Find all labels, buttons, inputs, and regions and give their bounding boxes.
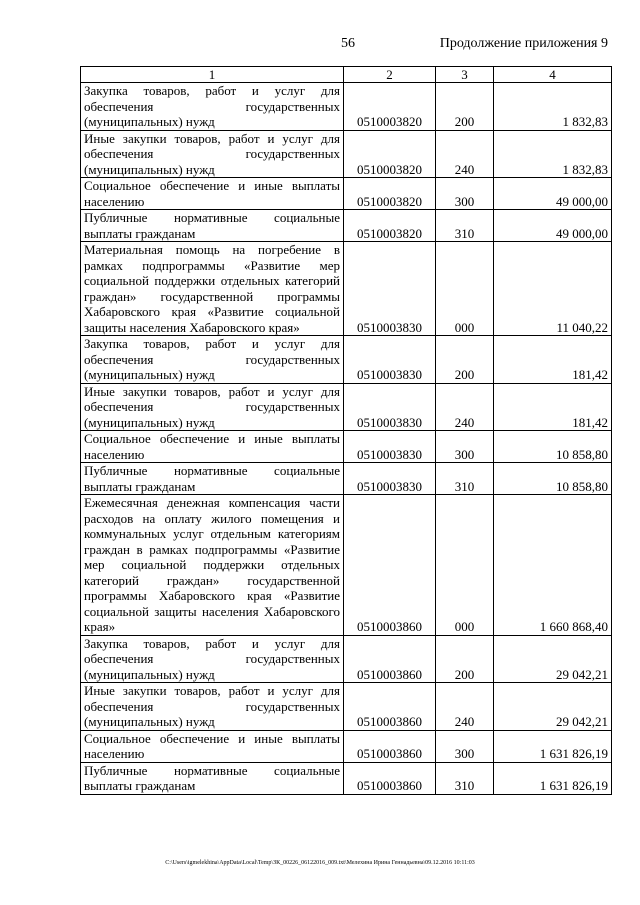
table-row: [81, 336, 612, 384]
row-name-cell: Социальное обеспечение и иные выплаты населению: [81, 730, 344, 762]
row-name-cell: Публичные нормативные социальные выплаты гражданам: [81, 463, 344, 495]
row-code-cell: 0510003830: [344, 336, 436, 384]
row-type-cell: 310: [436, 210, 494, 242]
row-code-cell: 0510003820: [344, 83, 436, 131]
table-row: [81, 431, 612, 463]
row-amount-cell: 1 832,83: [494, 130, 612, 178]
row-type-cell: 300: [436, 431, 494, 463]
row-name-cell: Ежемесячная денежная компенсация части расходов на оплату жилого помещения и коммунальных услуг отдельным категориям граждан в рамках подпрограммы «Развитие мер социальной поддержки отдельных категорий граждан» государственной программы Хабаровского края «Развитие социальной защиты населения Хабаровского края»: [81, 495, 344, 636]
row-type-cell: 310: [436, 463, 494, 495]
column-header-code: 2: [344, 67, 436, 83]
row-code-cell: 0510003830: [344, 383, 436, 431]
table-row: [81, 683, 612, 731]
row-amount-cell: 49 000,00: [494, 210, 612, 242]
row-type-cell: 240: [436, 683, 494, 731]
table-row: [81, 495, 612, 636]
file-path-footer: C:\Users\igmelekhina\AppData\Local\Temp\ЗК_00226_06122016_009.txt\Мелехина Ирина Геннадьевна\09.12.2016 10:11:03: [165, 860, 475, 866]
row-amount-cell: 10 858,80: [494, 463, 612, 495]
row-amount-cell: 49 000,00: [494, 178, 612, 210]
column-header-type: 3: [436, 67, 494, 83]
row-type-cell: 300: [436, 730, 494, 762]
row-code-cell: 0510003860: [344, 730, 436, 762]
table-row: [81, 242, 612, 336]
row-amount-cell: 11 040,22: [494, 242, 612, 336]
row-name-cell: Закупка товаров, работ и услуг для обеспечения государственных (муниципальных) нужд: [81, 336, 344, 384]
row-type-cell: 200: [436, 336, 494, 384]
row-code-cell: 0510003830: [344, 463, 436, 495]
appendix-continuation-label: Продолжение приложения 9: [439, 36, 608, 51]
row-amount-cell: 1 631 826,19: [494, 730, 612, 762]
row-type-cell: 000: [436, 495, 494, 636]
table-body: [81, 83, 612, 795]
row-name-cell: Материальная помощь на погребение в рамках подпрограммы «Развитие мер социальной поддержки отдельных категорий граждан» государственной программы Хабаровского края «Развитие социальной защиты населения Хабаровского края»: [81, 242, 344, 336]
table-row: [81, 210, 612, 242]
row-code-cell: 0510003820: [344, 178, 436, 210]
row-code-cell: 0510003830: [344, 431, 436, 463]
column-header-amount: 4: [494, 67, 612, 83]
table-row: [81, 130, 612, 178]
page-header: [0, 36, 640, 56]
row-code-cell: 0510003820: [344, 210, 436, 242]
row-amount-cell: 29 042,21: [494, 683, 612, 731]
row-amount-cell: 1 660 868,40: [494, 495, 612, 636]
table-row: [81, 178, 612, 210]
row-name-cell: Публичные нормативные социальные выплаты гражданам: [81, 210, 344, 242]
row-type-cell: 240: [436, 130, 494, 178]
row-code-cell: 0510003860: [344, 762, 436, 794]
row-amount-cell: 181,42: [494, 383, 612, 431]
table-row: [81, 383, 612, 431]
row-type-cell: 200: [436, 83, 494, 131]
row-code-cell: 0510003820: [344, 130, 436, 178]
table-row: [81, 762, 612, 794]
table-header-row: [81, 67, 612, 83]
row-type-cell: 310: [436, 762, 494, 794]
page-number: 56: [341, 36, 355, 51]
row-amount-cell: 1 832,83: [494, 83, 612, 131]
row-type-cell: 000: [436, 242, 494, 336]
table-row: [81, 83, 612, 131]
row-code-cell: 0510003860: [344, 683, 436, 731]
row-name-cell: Социальное обеспечение и иные выплаты населению: [81, 431, 344, 463]
table-row: [81, 463, 612, 495]
row-code-cell: 0510003860: [344, 635, 436, 683]
row-name-cell: Иные закупки товаров, работ и услуг для обеспечения государственных (муниципальных) нужд: [81, 683, 344, 731]
row-name-cell: Публичные нормативные социальные выплаты гражданам: [81, 762, 344, 794]
row-amount-cell: 10 858,80: [494, 431, 612, 463]
table-row: [81, 730, 612, 762]
row-amount-cell: 181,42: [494, 336, 612, 384]
budget-table: [80, 66, 612, 795]
row-name-cell: Иные закупки товаров, работ и услуг для обеспечения государственных (муниципальных) нужд: [81, 130, 344, 178]
row-name-cell: Иные закупки товаров, работ и услуг для обеспечения государственных (муниципальных) нужд: [81, 383, 344, 431]
row-type-cell: 240: [436, 383, 494, 431]
row-name-cell: Закупка товаров, работ и услуг для обеспечения государственных (муниципальных) нужд: [81, 83, 344, 131]
row-type-cell: 200: [436, 635, 494, 683]
row-code-cell: 0510003830: [344, 242, 436, 336]
row-type-cell: 300: [436, 178, 494, 210]
table-row: [81, 635, 612, 683]
row-amount-cell: 29 042,21: [494, 635, 612, 683]
row-name-cell: Социальное обеспечение и иные выплаты населению: [81, 178, 344, 210]
column-header-name: 1: [81, 67, 344, 83]
row-amount-cell: 1 631 826,19: [494, 762, 612, 794]
row-name-cell: Закупка товаров, работ и услуг для обеспечения государственных (муниципальных) нужд: [81, 635, 344, 683]
row-code-cell: 0510003860: [344, 495, 436, 636]
